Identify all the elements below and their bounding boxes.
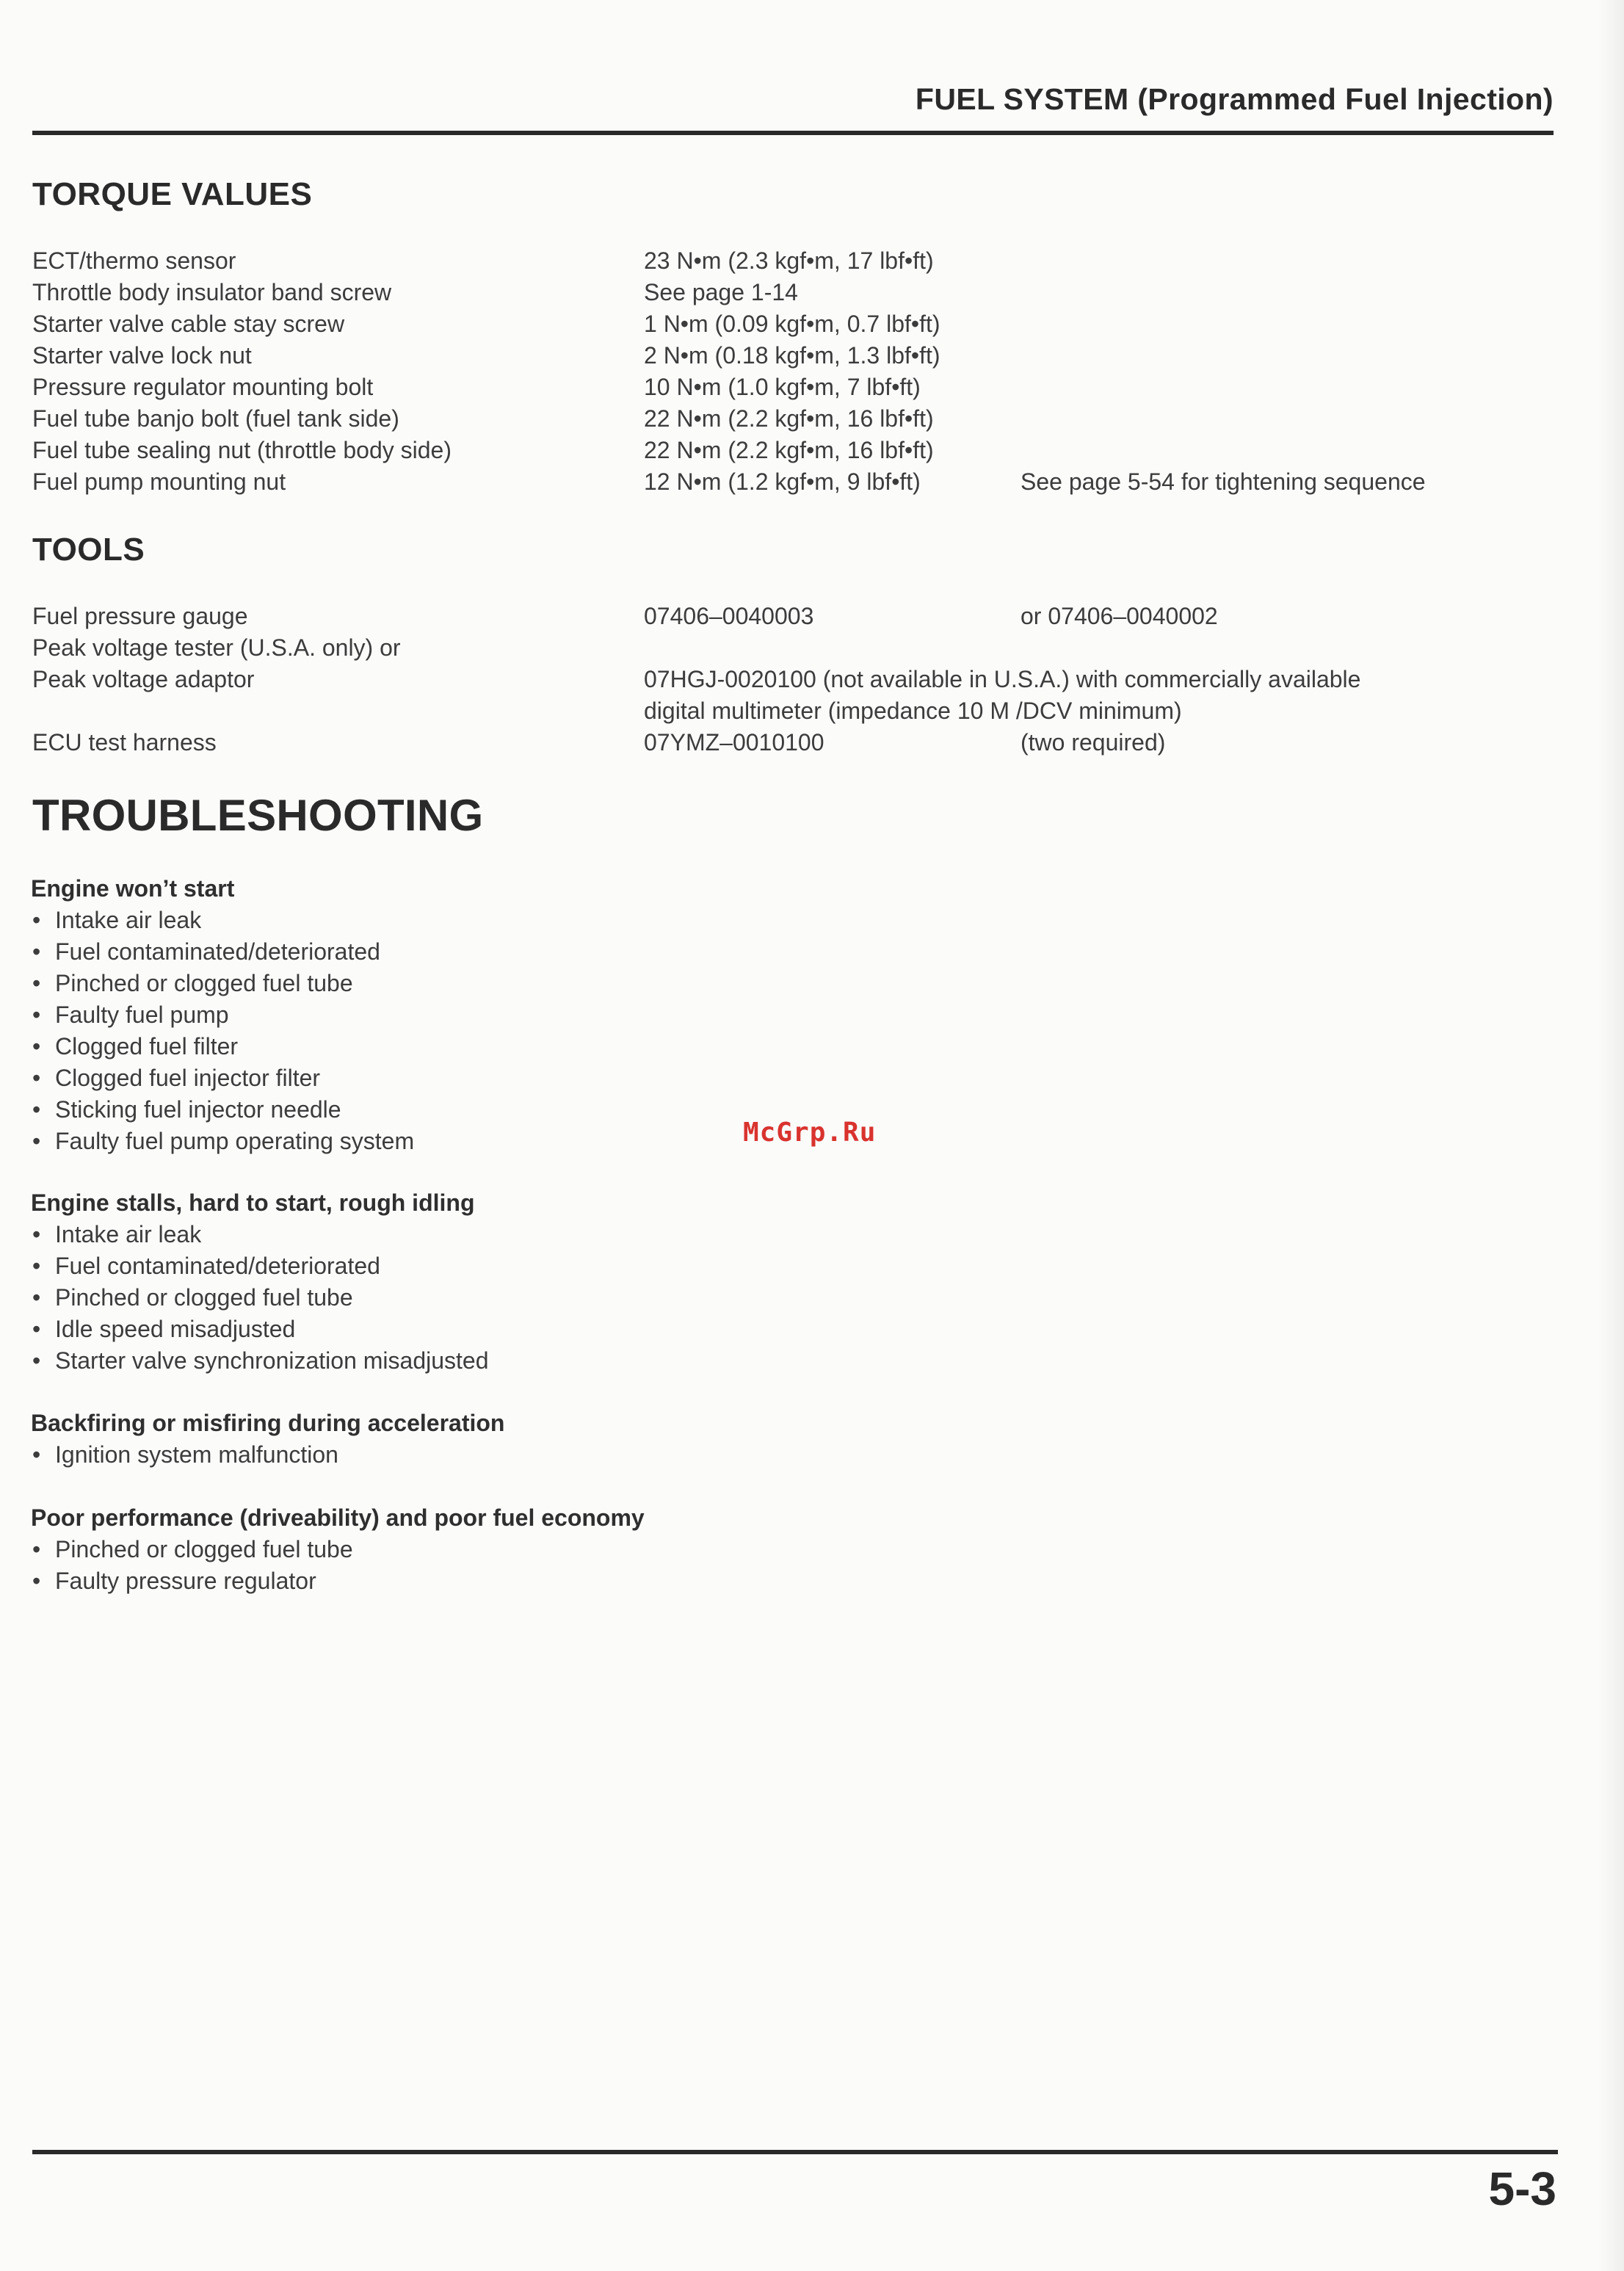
cause-text: Clogged fuel filter	[55, 1033, 239, 1060]
cause-text: Fuel contaminated/deteriorated	[55, 938, 380, 965]
footer-rule	[32, 2150, 1558, 2154]
tool-item: Peak voltage tester (U.S.A. only) or	[32, 634, 401, 661]
torque-item: Throttle body insulator band screw	[32, 279, 392, 305]
cause-text: Faulty fuel pump	[55, 1002, 229, 1028]
bullet-icon: •	[32, 1441, 41, 1468]
bullet-icon: •	[32, 970, 41, 996]
table-row	[0, 435, 1624, 466]
cause-text: Faulty fuel pump operating system	[55, 1128, 415, 1154]
tool-number: digital multimeter (impedance 10 M /DCV minimum)	[644, 698, 1182, 724]
cause-list	[31, 1439, 912, 1471]
bullet-icon: •	[32, 1284, 41, 1311]
table-row	[0, 245, 1624, 277]
tool-item: Fuel pressure gauge	[32, 603, 248, 629]
cause-text: Starter valve synchronization misadjusted	[55, 1347, 489, 1374]
cause-list	[31, 1534, 912, 1597]
bullet-icon: •	[32, 1002, 41, 1028]
symptom-title: Poor performance (driveability) and poor fuel economy	[31, 1504, 645, 1531]
bullet-icon: •	[32, 1568, 41, 1594]
torque-values-heading: TORQUE VALUES	[32, 176, 313, 212]
torque-item: Fuel tube sealing nut (throttle body side)	[32, 437, 452, 463]
table-row	[0, 632, 1624, 664]
cause-text: Fuel contaminated/deteriorated	[55, 1253, 380, 1279]
tool-note: or 07406–0040002	[1021, 603, 1218, 629]
table-row	[0, 308, 1624, 340]
torque-value: 22 N•m (2.2 kgf•m, 16 lbf•ft)	[644, 437, 934, 463]
torque-value: See page 1-14	[644, 279, 798, 305]
table-row	[0, 695, 1624, 727]
bullet-icon: •	[32, 1096, 41, 1123]
tool-item: ECU test harness	[32, 729, 217, 756]
torque-item: Fuel pump mounting nut	[32, 468, 286, 495]
tool-number: 07406–0040003	[644, 603, 814, 629]
table-row	[0, 340, 1624, 372]
bullet-icon: •	[32, 1253, 41, 1279]
table-row	[0, 466, 1624, 498]
bullet-icon: •	[32, 1316, 41, 1342]
bullet-icon: •	[32, 1128, 41, 1154]
cause-text: Intake air leak	[55, 1221, 202, 1247]
list-item	[31, 1250, 912, 1282]
symptom-group-backfiring	[31, 1408, 912, 1471]
symptom-group-poor-performance	[31, 1502, 912, 1597]
list-item	[31, 1345, 912, 1377]
cause-text: Pinched or clogged fuel tube	[55, 1284, 353, 1311]
table-row	[0, 727, 1624, 758]
list-item	[31, 1565, 912, 1597]
tool-number: 07HGJ-0020100 (not available in U.S.A.) with commercially available	[644, 666, 1361, 692]
list-item	[31, 1282, 912, 1314]
list-item	[31, 1439, 912, 1471]
symptom-title: Engine stalls, hard to start, rough idling	[31, 1189, 475, 1216]
torque-item: Fuel tube banjo bolt (fuel tank side)	[32, 405, 399, 432]
bullet-icon: •	[32, 1347, 41, 1374]
cause-text: Intake air leak	[55, 907, 202, 933]
tool-number: 07YMZ–0010100	[644, 729, 824, 756]
symptom-title: Engine won’t start	[31, 875, 235, 902]
bullet-icon: •	[32, 1065, 41, 1091]
torque-item: Starter valve lock nut	[32, 342, 252, 369]
bullet-icon: •	[32, 1033, 41, 1060]
cause-text: Sticking fuel injector needle	[55, 1096, 341, 1123]
cause-list	[31, 1219, 912, 1377]
torque-item: Pressure regulator mounting bolt	[32, 374, 374, 400]
table-row	[0, 664, 1624, 695]
cause-text: Pinched or clogged fuel tube	[55, 1536, 353, 1562]
symptom-group-engine-wont-start	[31, 873, 912, 1157]
table-row	[0, 372, 1624, 403]
list-item	[31, 999, 912, 1031]
list-item	[31, 1314, 912, 1345]
torque-item: Starter valve cable stay screw	[32, 311, 345, 337]
torque-value: 10 N•m (1.0 kgf•m, 7 lbf•ft)	[644, 374, 921, 400]
table-row	[0, 403, 1624, 435]
list-item	[31, 1031, 912, 1062]
cause-text: Clogged fuel injector filter	[55, 1065, 321, 1091]
troubleshooting-heading: TROUBLESHOOTING	[32, 791, 484, 840]
torque-value: 2 N•m (0.18 kgf•m, 1.3 lbf•ft)	[644, 342, 940, 369]
table-row	[0, 277, 1624, 308]
symptom-group-engine-stalls	[31, 1187, 912, 1377]
symptom-title: Backfiring or misfiring during acceleration	[31, 1410, 505, 1436]
list-item	[31, 968, 912, 999]
bullet-icon: •	[32, 907, 41, 933]
bullet-icon: •	[32, 1536, 41, 1562]
list-item	[31, 1062, 912, 1094]
tool-item: Peak voltage adaptor	[32, 666, 255, 692]
torque-value: 23 N•m (2.3 kgf•m, 17 lbf•ft)	[644, 247, 934, 274]
torque-value: 12 N•m (1.2 kgf•m, 9 lbf•ft)	[644, 468, 921, 495]
torque-note: See page 5-54 for tightening sequence	[1021, 468, 1426, 495]
torque-item: ECT/thermo sensor	[32, 247, 236, 274]
list-item	[31, 1219, 912, 1250]
list-item	[31, 1534, 912, 1565]
header-rule	[32, 131, 1554, 135]
watermark-text: McGrp.Ru	[743, 1118, 877, 1148]
torque-value: 22 N•m (2.2 kgf•m, 16 lbf•ft)	[644, 405, 934, 432]
tools-heading: TOOLS	[32, 532, 145, 568]
section-header-title: FUEL SYSTEM (Programmed Fuel Injection)	[915, 82, 1554, 116]
bullet-icon: •	[32, 938, 41, 965]
tool-note: (two required)	[1021, 729, 1166, 756]
cause-text: Ignition system malfunction	[55, 1441, 338, 1468]
cause-text: Pinched or clogged fuel tube	[55, 970, 353, 996]
cause-text: Faulty pressure regulator	[55, 1568, 316, 1594]
list-item	[31, 905, 912, 936]
list-item	[31, 936, 912, 968]
torque-value: 1 N•m (0.09 kgf•m, 0.7 lbf•ft)	[644, 311, 940, 337]
cause-text: Idle speed misadjusted	[55, 1316, 296, 1342]
page-number: 5-3	[1488, 2162, 1556, 2215]
table-row	[0, 601, 1624, 632]
bullet-icon: •	[32, 1221, 41, 1247]
